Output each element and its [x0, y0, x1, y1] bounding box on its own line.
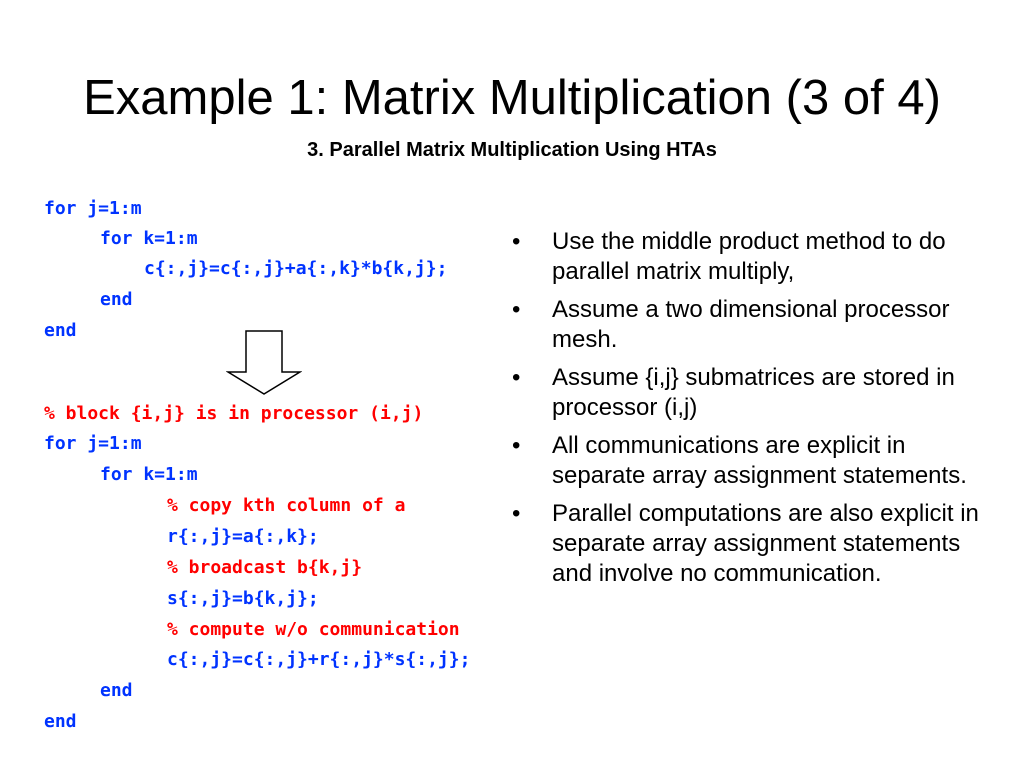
code-line: c{:,j}=c{:,j}+a{:,k}*b{k,j}; [144, 258, 448, 279]
code-comment-line: % broadcast b{k,j} [167, 557, 363, 578]
code-line: for k=1:m [100, 464, 198, 485]
code-line: end [100, 289, 133, 310]
code-line: c{:,j}=c{:,j}+r{:,j}*s{:,j}; [167, 649, 471, 670]
bullet-item [512, 363, 1002, 423]
bullet-dot-icon: • [512, 364, 521, 391]
down-arrow-icon [226, 330, 302, 396]
bullet-dot-icon: • [512, 432, 521, 459]
bullet-text: Parallel computations are also explicit in separate array assignment statements and involve no communication. [552, 500, 979, 587]
bullet-item [512, 295, 1002, 355]
slide-subtitle: 3. Parallel Matrix Multiplication Using HTAs [307, 139, 717, 161]
code-line: for j=1:m [44, 433, 142, 454]
bullet-list [512, 227, 1002, 597]
bullet-dot-icon: • [512, 500, 521, 527]
code-comment-line: % copy kth column of a [167, 495, 406, 516]
code-comment-line: % block {i,j} is in processor (i,j) [44, 403, 424, 424]
code-line: end [44, 320, 77, 341]
bullet-dot-icon: • [512, 228, 521, 255]
bullet-text: All communications are explicit in separate array assignment statements. [552, 432, 967, 489]
bullet-item [512, 499, 1002, 589]
code-line: s{:,j}=b{k,j}; [167, 588, 319, 609]
code-line: end [100, 680, 133, 701]
code-line: r{:,j}=a{:,k}; [167, 526, 319, 547]
bullet-text: Assume {i,j} submatrices are stored in processor (i,j) [552, 364, 955, 421]
bullet-item [512, 431, 1002, 491]
slide-title: Example 1: Matrix Multiplication (3 of 4) [83, 71, 941, 125]
bullet-dot-icon: • [512, 296, 521, 323]
code-comment-line: % compute w/o communication [167, 619, 460, 640]
bullet-text: Use the middle product method to do parallel matrix multiply, [552, 228, 946, 285]
code-line: for k=1:m [100, 228, 198, 249]
code-line: end [44, 711, 77, 732]
code-line: for j=1:m [44, 198, 142, 219]
bullet-item [512, 227, 1002, 287]
bullet-text: Assume a two dimensional processor mesh. [552, 296, 950, 353]
